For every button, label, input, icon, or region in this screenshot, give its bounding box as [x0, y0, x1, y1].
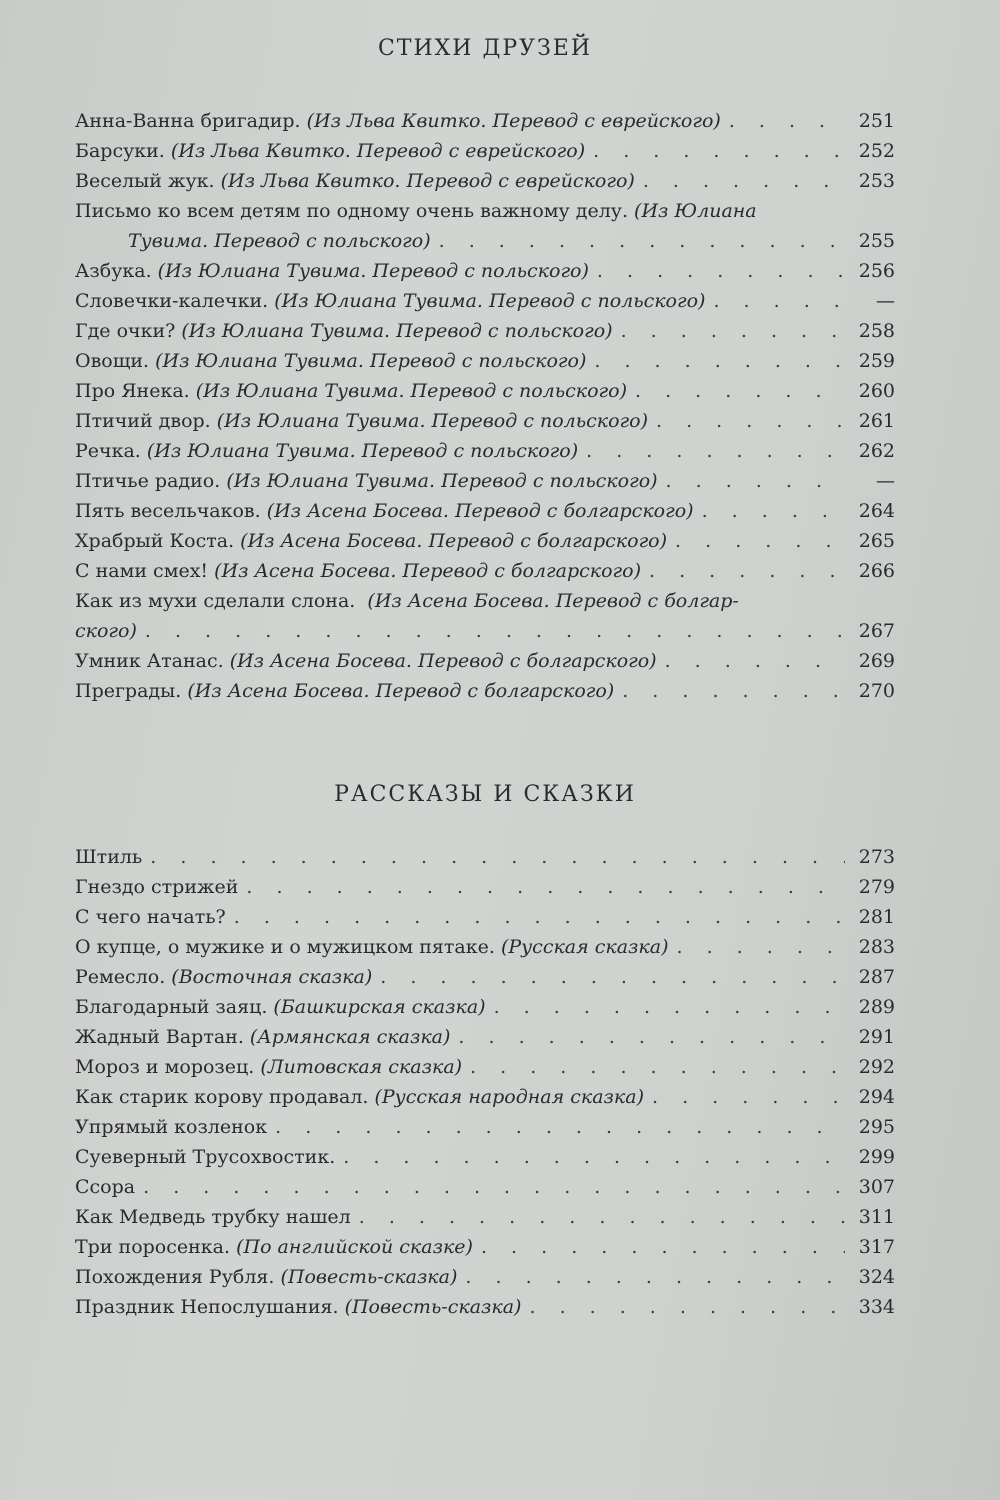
page-number: 260	[858, 380, 895, 402]
leader-dots	[234, 902, 845, 932]
page-number: 273	[858, 846, 895, 868]
toc-entry: Преграды. (Из Асена Босева. Перевод с болгарского) . . . 270	[75, 676, 895, 706]
leader-dots	[677, 932, 845, 962]
leader-dots	[481, 1232, 845, 1262]
toc-entry: Благодарный заяц. (Башкирская сказка) . . . 289	[75, 992, 895, 1022]
page-number: 262	[858, 440, 895, 462]
leader-dots	[635, 376, 845, 406]
page-number: 255	[858, 230, 895, 252]
leader-dots	[470, 1052, 845, 1082]
page-number: 281	[858, 906, 895, 928]
section-title-stories: РАССКАЗЫ И СКАЗКИ	[334, 782, 636, 807]
leader-dots	[246, 872, 845, 902]
leader-dots	[666, 466, 845, 496]
page-number: 334	[858, 1296, 895, 1318]
toc-entry: Речка. (Из Юлиана Тувима. Перевод с польского) . . . 262	[75, 436, 895, 466]
page-number: 324	[858, 1266, 895, 1288]
page-number: 283	[858, 936, 895, 958]
toc-entry: Как из мухи сделали слона. (Из Асена Босева. Перевод с болгар-	[75, 590, 739, 612]
toc-entry: Мороз и морозец. (Литовская сказка) . . . 292	[75, 1052, 895, 1082]
page-number: 259	[858, 350, 895, 372]
page-number: 252	[858, 140, 895, 162]
toc-entry: Праздник Непослушания. (Повесть-сказка) . . . 334	[75, 1292, 895, 1322]
section-title-poems: СТИХИ ДРУЗЕЙ	[377, 36, 593, 61]
page-number: 311	[858, 1206, 895, 1228]
toc-entry: Азбука. (Из Юлиана Тувима. Перевод с польского) . . . 256	[75, 256, 895, 286]
leader-dots	[343, 1142, 845, 1172]
page-number: 294	[858, 1086, 895, 1108]
leader-dots	[621, 316, 845, 346]
page-number: 291	[858, 1026, 895, 1048]
page-number: 317	[858, 1236, 895, 1258]
leader-dots	[656, 406, 845, 436]
page-number: 295	[858, 1116, 895, 1138]
leader-dots	[665, 646, 845, 676]
page-number: 258	[858, 320, 895, 342]
toc-entry: Веселый жук. (Из Льва Квитко. Перевод с еврейского) . . . 253	[75, 166, 895, 196]
toc-entry: Штиль . . . 273	[75, 842, 895, 872]
leader-dots	[494, 992, 845, 1022]
leader-dots	[597, 256, 845, 286]
toc-entry: Три поросенка. (По английской сказке) . . . 317	[75, 1232, 895, 1262]
page-number: 261	[858, 410, 895, 432]
page-number: 307	[858, 1176, 895, 1198]
toc-entry: Жадный Вартан. (Армянская сказка) . . . 291	[75, 1022, 895, 1052]
leader-dots	[675, 526, 845, 556]
leader-dots	[713, 286, 845, 316]
page-number: 266	[858, 560, 895, 582]
leader-dots	[439, 226, 845, 256]
page-number: 264	[858, 500, 895, 522]
page-number: 251	[858, 110, 895, 132]
toc-entry: Птичий двор. (Из Юлиана Тувима. Перевод с польского) . . . 261	[75, 406, 895, 436]
leader-dots	[702, 496, 845, 526]
page-number: 265	[858, 530, 895, 552]
leader-dots	[594, 346, 845, 376]
page-number: 292	[858, 1056, 895, 1078]
toc-entry: Упрямый козленок . . . 295	[75, 1112, 895, 1142]
toc-entry: Как старик корову продавал. (Русская народная сказка) . . . 294	[75, 1082, 895, 1112]
page-number: —	[876, 470, 895, 492]
leader-dots	[593, 136, 845, 166]
toc-entry: Письмо ко всем детям по одному очень важному делу. (Из Юлиана	[75, 200, 757, 222]
leader-dots	[529, 1292, 845, 1322]
leader-dots	[729, 106, 845, 136]
page-number: 256	[858, 260, 895, 282]
toc-entry: Где очки? (Из Юлиана Тувима. Перевод с польского) . . . 258	[75, 316, 895, 346]
page-number: 253	[858, 170, 895, 192]
leader-dots	[143, 1172, 845, 1202]
toc-entry: Про Янека. (Из Юлиана Тувима. Перевод с польского) . . . 260	[75, 376, 895, 406]
leader-dots	[649, 556, 845, 586]
toc-entry: Похождения Рубля. (Повесть-сказка) . . . 324	[75, 1262, 895, 1292]
page-number: 299	[858, 1146, 895, 1168]
page-number: 279	[858, 876, 895, 898]
leader-dots	[465, 1262, 845, 1292]
toc-entry: С нами смех! (Из Асена Босева. Перевод с болгарского) . . . 266	[75, 556, 895, 586]
leader-dots	[145, 616, 845, 646]
page-number: 269	[858, 650, 895, 672]
toc-entry-continuation: ского) . . . 267	[75, 616, 895, 646]
leader-dots	[458, 1022, 845, 1052]
toc-entry: О купце, о мужике и о мужицком пятаке. (Русская сказка) . . . 283	[75, 932, 895, 962]
leader-dots	[380, 962, 845, 992]
toc-entry: Птичье радио. (Из Юлиана Тувима. Перевод с польского) . . . —	[75, 466, 895, 496]
toc-entry: Суеверный Трусохвостик. . . . 299	[75, 1142, 895, 1172]
leader-dots	[622, 676, 845, 706]
page-number: 289	[858, 996, 895, 1018]
toc-entry: Словечки-калечки. (Из Юлиана Тувима. Перевод с польского) . . . —	[75, 286, 895, 316]
toc-entry: Пять весельчаков. (Из Асена Босева. Перевод с болгарского) . . . 264	[75, 496, 895, 526]
toc-entry: Овощи. (Из Юлиана Тувима. Перевод с польского) . . . 259	[75, 346, 895, 376]
leader-dots	[150, 842, 845, 872]
page-number: 287	[858, 966, 895, 988]
toc-entry: Храбрый Коста. (Из Асена Босева. Перевод с болгарского) . . . 265	[75, 526, 895, 556]
leader-dots	[275, 1112, 845, 1142]
toc-entry: С чего начать? . . . 281	[75, 902, 895, 932]
toc-entry: Гнездо стрижей . . . 279	[75, 872, 895, 902]
toc-entry: Анна-Ванна бригадир. (Из Льва Квитко. Перевод с еврейского) . . . 251	[75, 106, 895, 136]
page-number: —	[876, 290, 895, 312]
toc-entry-continuation: Тувима. Перевод с польского) . . . 255	[128, 226, 895, 256]
toc-entry: Как Медведь трубку нашел . . . 311	[75, 1202, 895, 1232]
page-number: 267	[858, 620, 895, 642]
leader-dots	[359, 1202, 845, 1232]
leader-dots	[586, 436, 845, 466]
page-number: 270	[858, 680, 895, 702]
toc-entry: Умник Атанас. (Из Асена Босева. Перевод с болгарского) . . . 269	[75, 646, 895, 676]
toc-entry: Ссора . . . 307	[75, 1172, 895, 1202]
table-of-contents-page	[75, 0, 895, 1500]
toc-entry: Ремесло. (Восточная сказка) . . . 287	[75, 962, 895, 992]
toc-entry: Барсуки. (Из Льва Квитко. Перевод с еврейского) . . . 252	[75, 136, 895, 166]
leader-dots	[652, 1082, 845, 1112]
leader-dots	[643, 166, 845, 196]
